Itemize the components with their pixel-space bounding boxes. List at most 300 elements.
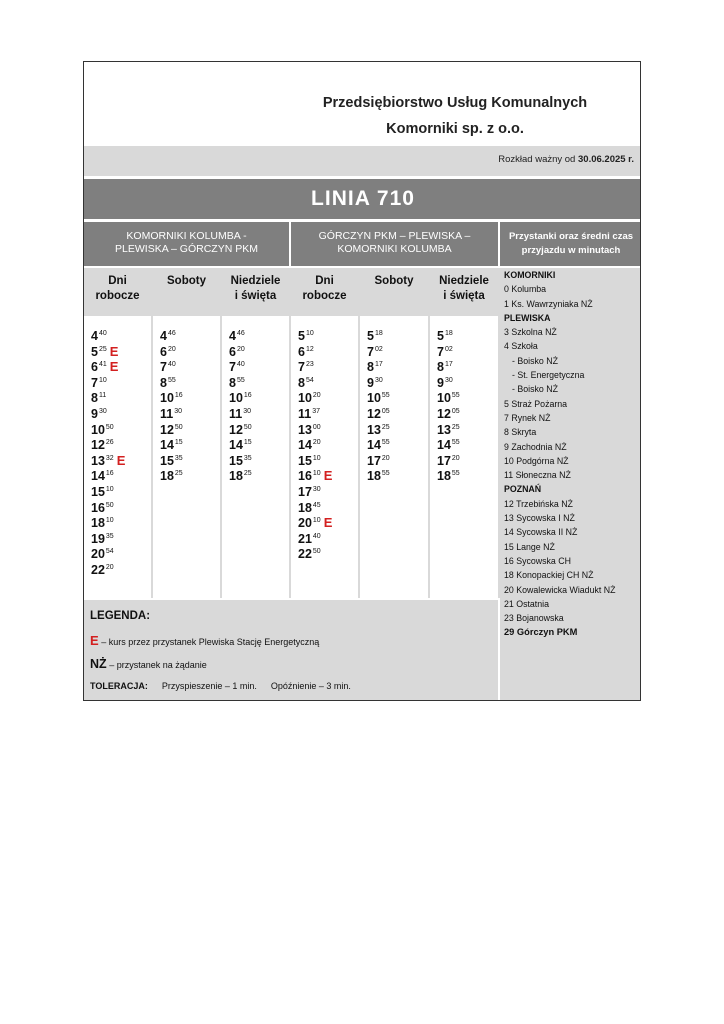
departure-minute: 05: [451, 407, 460, 415]
departure-minute: 12: [305, 345, 314, 353]
departure-hour: 7: [160, 360, 167, 375]
stop-item: [504, 425, 641, 439]
stop-item: [504, 540, 641, 554]
departure-hour: 5: [298, 329, 305, 343]
energetyczna-mark: E: [109, 343, 119, 359]
company-legal-form: Komorniki sp. z o.o.: [386, 121, 524, 137]
departure-time: [291, 326, 358, 342]
departure-hour: 4: [91, 329, 98, 343]
departure-list: [222, 326, 289, 482]
departure-hour: 14: [229, 438, 243, 453]
stop-name: 9 Zachodnia NŻ: [504, 441, 567, 452]
departure-time: [430, 357, 497, 373]
departure-time: [84, 482, 151, 498]
departure-hour: 13: [298, 422, 312, 437]
stop-name: 14 Sycowska II NŻ: [504, 527, 578, 538]
departure-hour: 14: [160, 438, 174, 453]
departure-time: [222, 420, 289, 436]
departure-time: [291, 435, 358, 451]
departure-minute: 30: [312, 485, 321, 493]
departure-minute: 18: [374, 330, 383, 337]
departure-minute: 55: [451, 392, 460, 400]
legend-e-text: – kurs przez przystanek Plewiska Stację Energetyczną: [101, 637, 320, 647]
departure-hour: 5: [367, 329, 374, 343]
d1-c1-h2: robocze: [95, 290, 140, 302]
departure-minute: 55: [236, 376, 245, 384]
stop-item: [504, 497, 641, 511]
company-name: Przedsiębiorstwo Usług Komunalnych: [322, 95, 588, 111]
departure-minute: 50: [312, 548, 321, 556]
energetyczna-mark: E: [109, 359, 119, 375]
departure-time: [153, 466, 220, 482]
departure-time: [430, 420, 497, 436]
d1-saturdays-header: [153, 268, 220, 316]
departure-minute: 30: [174, 407, 183, 415]
departure-hour: 17: [298, 484, 312, 499]
departure-hour: 15: [91, 484, 105, 499]
departure-minute: 05: [381, 407, 390, 415]
departure-hour: 10: [91, 422, 105, 437]
departure-minute: 41: [98, 361, 107, 369]
stop-item: [504, 282, 641, 296]
departure-list: [291, 326, 358, 560]
departure-minute: 30: [98, 407, 107, 415]
stop-item: [504, 411, 641, 425]
company-header: [84, 62, 641, 146]
stop-name: - Boisko NŻ: [512, 355, 558, 366]
departure-hour: 18: [298, 500, 312, 515]
legend-nz-symbol: NŻ: [90, 657, 107, 671]
stop-name: 1 Ks. Wawrzyniaka NŻ: [504, 298, 593, 309]
departure-time: [84, 326, 151, 342]
departure-time: [291, 529, 358, 545]
tolerance-early: Przyspieszenie – 1 min.: [161, 681, 257, 691]
departure-time: [360, 451, 427, 467]
stops-header-line2: przyjazdu w minutach: [521, 245, 621, 256]
departure-minute: 35: [105, 532, 114, 540]
departure-time: [222, 466, 289, 482]
departure-minute: 02: [374, 345, 383, 353]
stop-name: 13 Sycowska I NŻ: [504, 513, 575, 524]
departure-minute: 55: [381, 439, 390, 447]
departure-time: [84, 498, 151, 514]
departure-time: [360, 342, 427, 358]
departure-minute: 20: [312, 392, 321, 400]
departure-hour: 4: [160, 329, 167, 343]
departure-time: [222, 373, 289, 389]
departure-hour: 15: [229, 453, 243, 468]
departure-minute: 46: [167, 330, 176, 337]
departure-time: [222, 435, 289, 451]
departure-time: [360, 404, 427, 420]
d1-c3-h2: i święta: [234, 290, 277, 302]
line-title: LINIA 710: [84, 179, 641, 219]
departure-time: [291, 451, 358, 467]
departure-minute: 35: [174, 454, 183, 462]
direction-1-title-line1: KOMORNIKI KOLUMBA -: [126, 230, 247, 242]
departure-minute: 20: [451, 454, 460, 462]
departure-time: [360, 420, 427, 436]
departure-time: [222, 388, 289, 404]
d1-c3-h1: Niedziele: [230, 275, 281, 287]
departure-minute: 25: [451, 423, 460, 431]
departure-minute: 55: [167, 376, 176, 384]
departure-hour: 7: [367, 344, 374, 359]
stop-item: [504, 568, 641, 582]
departure-time: [430, 373, 497, 389]
departure-hour: 18: [367, 469, 381, 484]
departure-time: [430, 451, 497, 467]
departure-hour: 7: [229, 360, 236, 375]
departure-minute: 25: [381, 423, 390, 431]
departure-time: [153, 388, 220, 404]
legend-nz-text: – przystanek na żądanie: [109, 660, 207, 670]
column-divider: [220, 268, 222, 598]
tolerance-late: Opóźnienie – 3 min.: [270, 681, 351, 691]
departure-time: [153, 420, 220, 436]
validity-date: 30.06.2025 r.: [578, 154, 634, 165]
departure-time: [360, 466, 427, 482]
departure-minute: 40: [98, 330, 107, 337]
departure-list: [360, 326, 427, 482]
departure-minute: 15: [243, 439, 252, 447]
departure-list: [153, 326, 220, 482]
departure-minute: 25: [243, 470, 252, 478]
departure-hour: 20: [91, 547, 105, 562]
validity-label: Rozkład ważny od: [498, 154, 576, 165]
d2-saturdays-times: [360, 318, 427, 598]
departure-minute: 30: [243, 407, 252, 415]
departure-minute: 15: [174, 439, 183, 447]
departure-hour: 6: [91, 360, 98, 375]
departure-hour: 22: [298, 547, 312, 562]
departure-minute: 11: [98, 392, 107, 400]
departure-time: [84, 529, 151, 545]
stop-item: [504, 297, 641, 311]
departure-hour: 12: [160, 422, 174, 437]
departure-minute: 16: [174, 392, 183, 400]
validity-bar: [84, 146, 641, 176]
departure-minute: 20: [381, 454, 390, 462]
departure-minute: 55: [381, 392, 390, 400]
column-divider: [151, 268, 153, 598]
departure-minute: 35: [243, 454, 252, 462]
departure-minute: 40: [167, 361, 176, 369]
stop-item: [504, 397, 641, 411]
departure-time: [360, 326, 427, 342]
departure-hour: 10: [367, 391, 381, 406]
departure-time: [430, 466, 497, 482]
departure-minute: 50: [174, 423, 183, 431]
departure-time: [360, 357, 427, 373]
stop-name: 4 Szkoła: [504, 341, 538, 352]
stop-item: [504, 325, 641, 339]
departure-list: [430, 326, 497, 482]
departure-time: [291, 544, 358, 560]
departure-minute: 54: [105, 548, 114, 556]
departure-hour: 8: [91, 391, 98, 406]
direction-divider: [289, 268, 291, 598]
departure-time: [291, 513, 358, 529]
departure-minute: 50: [105, 423, 114, 431]
d2-c1-h1: Dni: [315, 275, 334, 287]
departure-hour: 14: [91, 469, 105, 484]
column-divider: [428, 268, 430, 598]
stop-name: 7 Rynek NŻ: [504, 412, 551, 423]
departure-minute: 37: [312, 407, 321, 415]
departure-hour: 13: [91, 453, 105, 468]
departure-hour: 11: [298, 406, 312, 421]
departure-minute: 10: [312, 517, 321, 525]
stop-name: 10 Podgórna NŻ: [504, 455, 569, 466]
departure-minute: 30: [374, 376, 383, 384]
departure-hour: 11: [160, 406, 174, 421]
departure-hour: 13: [367, 422, 381, 437]
departure-minute: 10: [312, 454, 321, 462]
stop-name: KOMORNIKI: [504, 270, 556, 280]
departure-time: [430, 404, 497, 420]
departure-minute: 46: [236, 330, 245, 337]
stop-name: 0 Kolumba: [504, 284, 547, 295]
departure-time: [222, 357, 289, 373]
departure-time: [84, 513, 151, 529]
departure-hour: 11: [229, 406, 243, 421]
stops-area-heading: [504, 268, 641, 282]
d2-c3-h2: i święta: [443, 290, 485, 302]
departure-hour: 18: [91, 516, 105, 531]
departure-minute: 23: [305, 361, 314, 369]
departure-hour: 21: [298, 531, 312, 546]
departure-minute: 54: [305, 376, 314, 384]
stop-item: [504, 382, 641, 396]
tolerance-label: TOLERACJA:: [90, 681, 148, 691]
departure-hour: 14: [367, 438, 381, 453]
departure-minute: 40: [236, 361, 245, 369]
departure-time: [430, 326, 497, 342]
departure-time: [84, 373, 151, 389]
departure-hour: 8: [298, 375, 305, 390]
d2-sundays-times: [430, 318, 497, 598]
departure-time: [153, 404, 220, 420]
stops-area-heading: [504, 311, 641, 325]
departure-time: [360, 388, 427, 404]
stop-name: 15 Lange NŻ: [504, 541, 555, 552]
d2-workdays-times: [291, 318, 358, 598]
departure-hour: 9: [437, 375, 444, 390]
stop-name: 29 Górczyn PKM: [504, 627, 578, 638]
departure-time: [222, 451, 289, 467]
direction-1-title-line2: PLEWISKA – GÓRCZYN PKM: [115, 243, 258, 255]
departure-hour: 10: [160, 391, 174, 406]
departure-minute: 25: [174, 470, 183, 478]
legend-e-entry: [90, 633, 319, 648]
departure-hour: 16: [91, 500, 105, 515]
departure-hour: 17: [437, 453, 451, 468]
departure-time: [153, 326, 220, 342]
departure-minute: 10: [105, 485, 114, 493]
departure-time: [153, 435, 220, 451]
departure-minute: 26: [105, 439, 114, 447]
stop-name: 5 Straż Pożarna: [504, 398, 568, 409]
stop-item: [504, 583, 641, 597]
departure-time: [222, 342, 289, 358]
stop-item: [504, 454, 641, 468]
departure-time: [153, 357, 220, 373]
departure-time: [222, 404, 289, 420]
departure-hour: 9: [91, 406, 98, 421]
departure-hour: 10: [229, 391, 243, 406]
direction-1-header: [84, 222, 289, 266]
departure-hour: 10: [437, 391, 451, 406]
departure-minute: 00: [312, 423, 321, 431]
departure-hour: 14: [298, 438, 312, 453]
legend-nz-entry: [90, 657, 207, 671]
departure-time: [222, 326, 289, 342]
departure-hour: 7: [298, 360, 305, 375]
departure-time: [291, 357, 358, 373]
stops-header-line1: Przystanki oraz średni czas: [508, 231, 634, 242]
departure-hour: 4: [229, 329, 236, 343]
stop-item: [504, 511, 641, 525]
departure-time: [430, 388, 497, 404]
departure-time: [360, 373, 427, 389]
departure-hour: 20: [298, 516, 312, 531]
departure-hour: 14: [437, 438, 451, 453]
departure-minute: 20: [105, 563, 114, 571]
stop-item: [504, 554, 641, 568]
departure-time: [360, 435, 427, 451]
departure-time: [291, 498, 358, 514]
column-divider: [358, 268, 360, 598]
stop-item: [504, 440, 641, 454]
d2-c2-h1: Soboty: [374, 275, 414, 287]
departure-minute: 45: [312, 501, 321, 509]
validity-text: [498, 154, 634, 165]
stop-name: 16 Sycowska CH: [504, 555, 571, 566]
departure-minute: 16: [243, 392, 252, 400]
departure-time: [430, 342, 497, 358]
d2-sundays-header: [430, 268, 498, 316]
departure-hour: 12: [229, 422, 243, 437]
stop-item: [504, 468, 641, 482]
departure-minute: 55: [451, 470, 460, 478]
departure-hour: 7: [437, 344, 444, 359]
departure-minute: 32: [105, 454, 114, 462]
stop-name: 23 Bojanowska: [504, 613, 564, 624]
departure-hour: 16: [298, 469, 312, 484]
departure-minute: 18: [444, 330, 453, 337]
stops-list: [504, 268, 641, 640]
departure-time: [84, 466, 151, 482]
departure-time: [291, 482, 358, 498]
stop-item: [504, 597, 641, 611]
departure-minute: 40: [312, 532, 321, 540]
departure-hour: 8: [367, 360, 374, 375]
departure-minute: 50: [105, 501, 114, 509]
departure-hour: 8: [229, 375, 236, 390]
direction-2-header: [291, 222, 498, 266]
departure-time: [430, 435, 497, 451]
departure-hour: 12: [437, 406, 451, 421]
stop-name: 20 Kowalewicka Wiadukt NŻ: [504, 584, 616, 595]
departure-hour: 22: [91, 562, 105, 577]
legend-tolerance: [90, 681, 365, 691]
departure-hour: 10: [298, 391, 312, 406]
direction-2-title-line1: GÓRCZYN PKM – PLEWISKA –: [318, 230, 471, 242]
stop-item: [504, 525, 641, 539]
stops-panel: [500, 268, 641, 701]
departure-minute: 50: [243, 423, 252, 431]
d1-sundays-header: [222, 268, 289, 316]
departure-time: [84, 404, 151, 420]
departure-minute: 10: [312, 470, 321, 478]
departure-hour: 18: [437, 469, 451, 484]
stop-item: [504, 339, 641, 353]
stop-item: [504, 625, 641, 639]
d1-sundays-times: [222, 318, 289, 598]
stop-name: - St. Energetyczna: [512, 370, 585, 381]
departure-minute: 55: [451, 439, 460, 447]
departure-time: [291, 373, 358, 389]
departure-hour: 6: [298, 344, 305, 359]
departure-hour: 12: [367, 406, 381, 421]
departure-time: [84, 420, 151, 436]
departure-minute: 20: [236, 345, 245, 353]
departure-hour: 7: [91, 375, 98, 390]
direction-2-title-line2: KOMORNIKI KOLUMBA: [337, 243, 452, 255]
departure-minute: 10: [305, 330, 314, 337]
departure-time: [84, 544, 151, 560]
departure-hour: 17: [367, 453, 381, 468]
departure-minute: 17: [374, 361, 383, 369]
stop-name: 21 Ostatnia: [504, 598, 549, 609]
stop-name: 11 Słoneczna NŻ: [504, 470, 571, 481]
departure-hour: 18: [229, 469, 243, 484]
d2-workdays-header: [291, 268, 358, 316]
stop-item: [504, 368, 641, 382]
departure-hour: 8: [437, 360, 444, 375]
departure-minute: 10: [105, 517, 114, 525]
departure-hour: 15: [160, 453, 174, 468]
departure-hour: 13: [437, 422, 451, 437]
legend: [84, 600, 498, 701]
d2-c3-h1: Niedziele: [439, 275, 489, 287]
departure-hour: 5: [437, 329, 444, 343]
departure-time: [291, 388, 358, 404]
departure-time: [291, 466, 358, 482]
d1-c2-h1: Soboty: [167, 275, 206, 287]
departure-list: [84, 326, 151, 576]
stop-item: [504, 611, 641, 625]
d1-workdays-header: [84, 268, 151, 316]
d1-c1-h1: Dni: [108, 275, 127, 287]
departure-minute: 30: [444, 376, 453, 384]
departure-minute: 20: [312, 439, 321, 447]
stop-item: [504, 354, 641, 368]
departure-hour: 19: [91, 531, 105, 546]
d1-workdays-times: [84, 318, 151, 598]
departure-time: [153, 451, 220, 467]
timetable-sheet: [83, 61, 641, 701]
departure-hour: 12: [91, 438, 105, 453]
departure-time: [153, 342, 220, 358]
d1-saturdays-times: [153, 318, 220, 598]
d2-c1-h2: robocze: [302, 290, 347, 302]
stop-name: 3 Szkolna NŻ: [504, 327, 557, 338]
d2-saturdays-header: [360, 268, 428, 316]
departure-hour: 5: [91, 344, 98, 359]
stop-name: 8 Skryta: [504, 427, 537, 438]
